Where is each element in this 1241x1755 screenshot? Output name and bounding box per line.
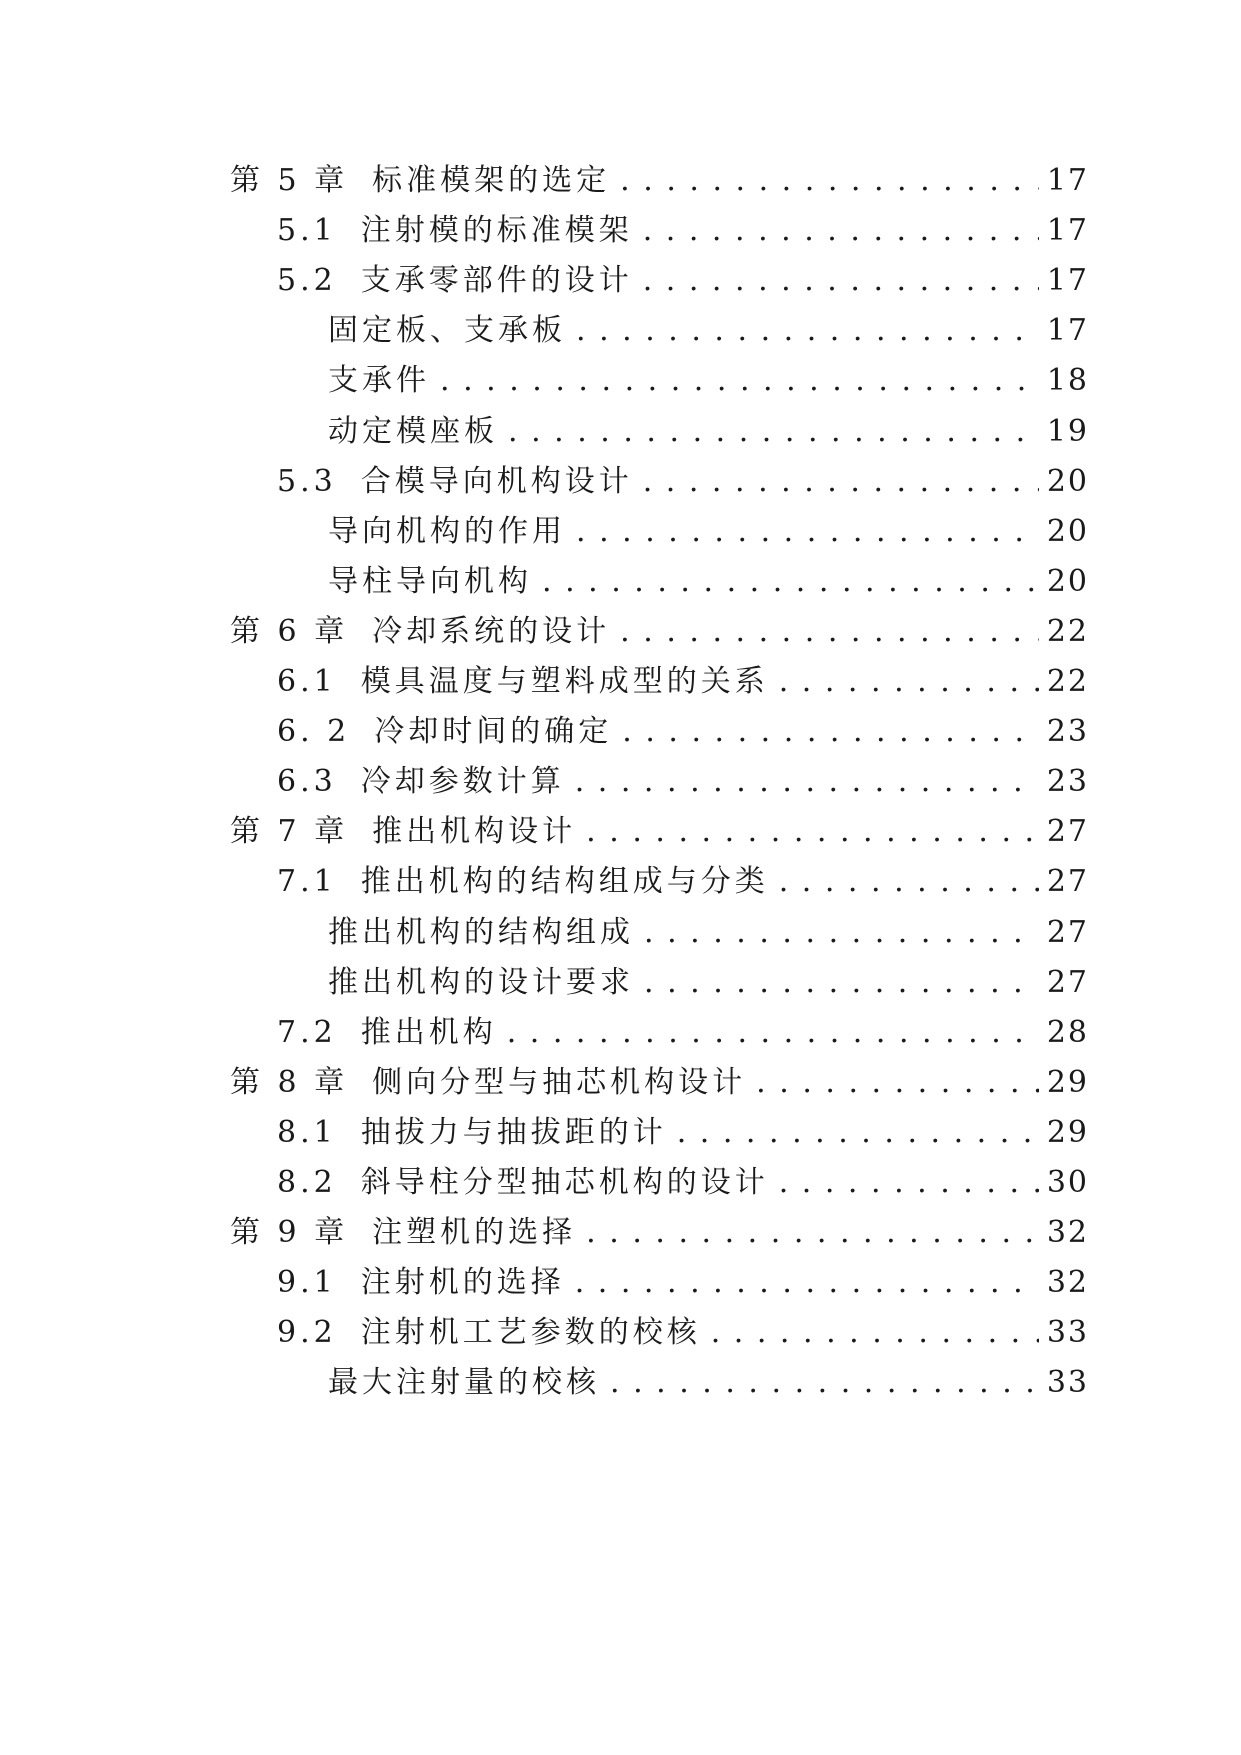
toc-dot-leader <box>620 614 1039 649</box>
toc-entry-title: 推出机构 <box>360 1015 497 1050</box>
toc-dot-leader <box>542 564 1039 599</box>
toc-entry[interactable] <box>230 1057 1089 1100</box>
toc-entry[interactable] <box>277 205 1089 248</box>
toc-dot-leader <box>677 1115 1039 1150</box>
toc-dot-leader <box>644 915 1039 950</box>
toc-entry[interactable] <box>328 556 1089 599</box>
toc-page-number: 27 <box>1046 814 1089 849</box>
toc-entry[interactable] <box>277 756 1089 799</box>
toc-entry[interactable] <box>277 1157 1089 1200</box>
toc-entry[interactable] <box>277 706 1089 749</box>
toc-page-number: 18 <box>1046 363 1089 398</box>
toc-dot-leader <box>622 714 1039 749</box>
toc-dot-leader <box>779 1165 1039 1200</box>
toc-entry[interactable] <box>328 355 1089 398</box>
toc-entry-title: 标准模架的选定 <box>372 163 611 198</box>
toc-dot-leader <box>575 1265 1039 1300</box>
toc-entry-title: 支承零部件的设计 <box>360 263 633 298</box>
toc-dot-leader <box>644 965 1039 1000</box>
toc-entry-title: 推出机构设计 <box>372 814 577 849</box>
toc-entry[interactable] <box>277 456 1089 499</box>
toc-entry-number: 第 5 章 <box>230 163 349 198</box>
toc-page-number: 33 <box>1046 1315 1089 1350</box>
toc-dot-leader <box>779 864 1039 899</box>
toc-page-number: 30 <box>1046 1165 1089 1200</box>
toc-entry[interactable] <box>328 907 1089 950</box>
toc-entry[interactable] <box>277 1257 1089 1300</box>
toc-dot-leader <box>643 213 1039 248</box>
toc-page-number: 20 <box>1046 514 1089 549</box>
toc-entry[interactable] <box>277 656 1089 699</box>
toc-entry-number: 9.1 <box>277 1265 337 1300</box>
toc-entry-title: 推出机构的结构组成与分类 <box>360 864 769 899</box>
toc-entry-title: 注塑机的选择 <box>372 1215 577 1250</box>
toc-entry-title: 推出机构的设计要求 <box>328 965 634 1000</box>
toc-entry-title: 固定板、支承板 <box>328 313 566 348</box>
toc-entry-title: 斜导柱分型抽芯机构的设计 <box>360 1165 769 1200</box>
toc-page-number: 23 <box>1046 764 1089 799</box>
toc-entry-number: 6.1 <box>277 664 337 699</box>
toc-page-number: 17 <box>1046 163 1089 198</box>
toc-entry-number: 7.2 <box>277 1015 337 1050</box>
toc-entry[interactable] <box>230 1207 1089 1250</box>
toc-entry-title: 冷却系统的设计 <box>372 614 611 649</box>
toc-entry[interactable] <box>277 1107 1089 1150</box>
toc-page-number: 20 <box>1046 464 1089 499</box>
toc-dot-leader <box>576 514 1039 549</box>
toc-entry-number: 8.1 <box>277 1115 337 1150</box>
toc-entry-title: 侧向分型与抽芯机构设计 <box>372 1065 747 1100</box>
toc-page-number: 22 <box>1046 614 1089 649</box>
toc-dot-leader <box>711 1315 1039 1350</box>
toc-page-number: 19 <box>1046 414 1089 449</box>
toc-entry-number: 7.1 <box>277 864 337 899</box>
toc-entry[interactable] <box>328 957 1089 1000</box>
toc-entry-number: 6. 2 <box>277 714 351 749</box>
toc-entry-title: 推出机构的结构组成 <box>328 915 634 950</box>
toc-entry-title: 注射机的选择 <box>360 1265 565 1300</box>
toc-dot-leader <box>643 263 1039 298</box>
toc-page-number: 32 <box>1046 1215 1089 1250</box>
toc-entry-title: 支承件 <box>328 363 430 398</box>
toc-entry-number: 5.2 <box>277 263 337 298</box>
toc-entry-title: 最大注射量的校核 <box>328 1365 600 1400</box>
toc-page-number: 17 <box>1046 213 1089 248</box>
toc-entry-number: 8.2 <box>277 1165 337 1200</box>
toc-page-number: 33 <box>1046 1365 1089 1400</box>
toc-entry-title: 导柱导向机构 <box>328 564 532 599</box>
toc-entry-title: 动定模座板 <box>328 414 498 449</box>
toc-entry-number: 第 9 章 <box>230 1215 349 1250</box>
toc-page-number: 23 <box>1046 714 1089 749</box>
toc-page-number: 27 <box>1046 915 1089 950</box>
toc-dot-leader <box>779 664 1039 699</box>
toc-entry-number: 第 8 章 <box>230 1065 349 1100</box>
toc-dot-leader <box>586 1215 1039 1250</box>
toc-entry-number: 第 6 章 <box>230 614 349 649</box>
toc-entry[interactable] <box>230 606 1089 649</box>
toc-entry[interactable] <box>277 1007 1089 1050</box>
toc-dot-leader <box>620 163 1039 198</box>
toc-dot-leader <box>507 1015 1039 1050</box>
toc-page-number: 17 <box>1046 263 1089 298</box>
toc-page-number: 28 <box>1046 1015 1089 1050</box>
toc-page-number: 20 <box>1046 564 1089 599</box>
toc-entry-number: 第 7 章 <box>230 814 349 849</box>
toc-dot-leader <box>610 1365 1039 1400</box>
toc-entry-title: 冷却参数计算 <box>360 764 565 799</box>
toc-page-number: 27 <box>1046 864 1089 899</box>
toc-dot-leader <box>586 814 1039 849</box>
toc-dot-leader <box>508 414 1039 449</box>
toc-page-number: 17 <box>1046 313 1089 348</box>
toc-page-number: 22 <box>1046 664 1089 699</box>
toc-entry-title: 注射模的标准模架 <box>360 213 633 248</box>
toc-entry[interactable] <box>230 806 1089 849</box>
toc-entry[interactable] <box>328 406 1089 449</box>
toc-dot-leader <box>575 764 1039 799</box>
toc-entry-title: 导向机构的作用 <box>328 514 566 549</box>
toc-entry[interactable] <box>277 1307 1089 1350</box>
toc-entry[interactable] <box>328 506 1089 549</box>
toc-entry[interactable] <box>328 1357 1089 1400</box>
toc-entry[interactable] <box>277 856 1089 899</box>
toc-page-number: 27 <box>1046 965 1089 1000</box>
toc-dot-leader <box>576 313 1039 348</box>
toc-page-number: 32 <box>1046 1265 1089 1300</box>
toc-dot-leader <box>440 363 1039 398</box>
toc-entry-number: 5.1 <box>277 213 337 248</box>
toc-entry-number: 6.3 <box>277 764 337 799</box>
toc-entry-title: 冷却时间的确定 <box>374 714 613 749</box>
toc-dot-leader <box>756 1065 1039 1100</box>
toc-entry-title: 注射机工艺参数的校核 <box>360 1315 701 1350</box>
toc-entry-title: 合模导向机构设计 <box>360 464 633 499</box>
toc-page-number: 29 <box>1046 1115 1089 1150</box>
toc-entry[interactable] <box>328 305 1089 348</box>
toc-entry-title: 抽拔力与抽拔距的计 <box>360 1115 667 1150</box>
toc-entry[interactable] <box>277 255 1089 298</box>
toc-dot-leader <box>643 464 1039 499</box>
toc-entry-number: 9.2 <box>277 1315 337 1350</box>
toc-page-number: 29 <box>1046 1065 1089 1100</box>
toc-entry-number: 5.3 <box>277 464 337 499</box>
toc-entry-title: 模具温度与塑料成型的关系 <box>360 664 769 699</box>
toc-entry[interactable] <box>230 155 1089 198</box>
